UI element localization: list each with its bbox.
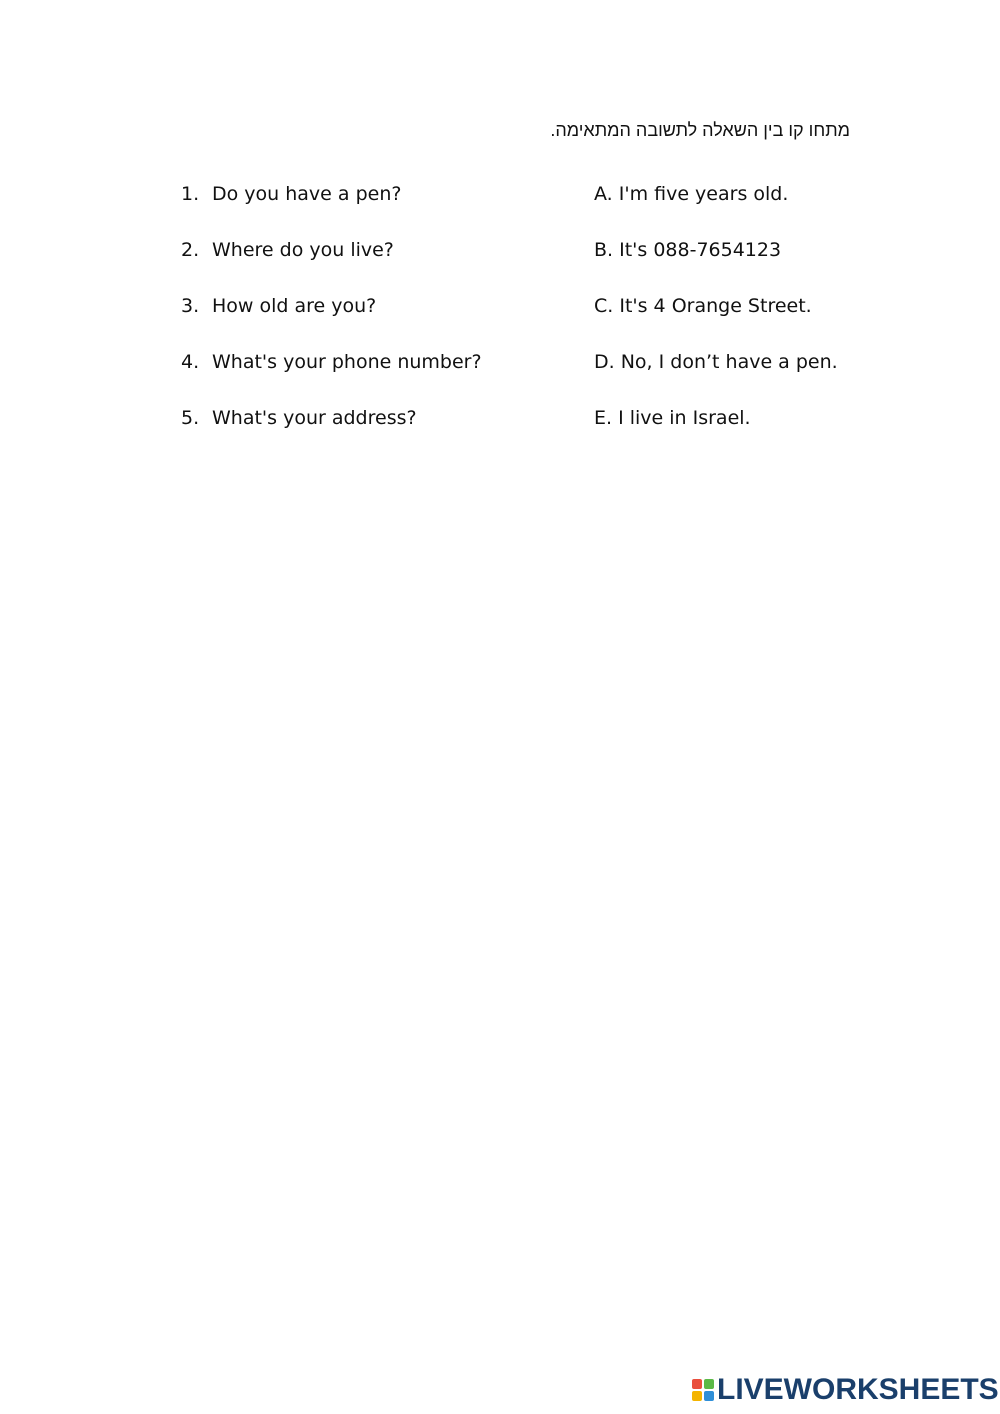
- question-number: 3.: [181, 295, 200, 317]
- liveworksheets-logo: [692, 1372, 999, 1408]
- answer-text: C. It's 4 Orange Street.: [594, 295, 812, 317]
- question-number: 2.: [181, 239, 200, 261]
- question-number: 1.: [181, 183, 200, 205]
- answer-text: A. I'm five years old.: [594, 183, 789, 205]
- answer-text: B. It's 088-7654123: [594, 239, 782, 261]
- instruction-text: מתחו קו בין השאלה לתשובה המתאימה.: [550, 120, 850, 140]
- logo-squares-icon: [692, 1379, 714, 1401]
- logo-square-green: [704, 1379, 714, 1389]
- question-text: What's your phone number?: [212, 351, 482, 373]
- logo-square-red: [692, 1379, 702, 1389]
- question-number: 5.: [181, 407, 200, 429]
- question-text: Do you have a pen?: [212, 183, 402, 205]
- question-number: 4.: [181, 351, 200, 373]
- question-text: What's your address?: [212, 407, 417, 429]
- matching-row-1: [0, 183, 1000, 213]
- matching-row-2: [0, 239, 1000, 269]
- answer-text: D. No, I don’t have a pen.: [594, 351, 838, 373]
- matching-row-4: [0, 351, 1000, 381]
- logo-text: LIVEWORKSHEETS: [717, 1373, 999, 1406]
- question-text: How old are you?: [212, 295, 377, 317]
- question-text: Where do you live?: [212, 239, 394, 261]
- logo-square-blue: [704, 1391, 714, 1401]
- logo-square-yellow: [692, 1391, 702, 1401]
- matching-row-3: [0, 295, 1000, 325]
- answer-text: E. I live in Israel.: [594, 407, 751, 429]
- matching-row-5: [0, 407, 1000, 437]
